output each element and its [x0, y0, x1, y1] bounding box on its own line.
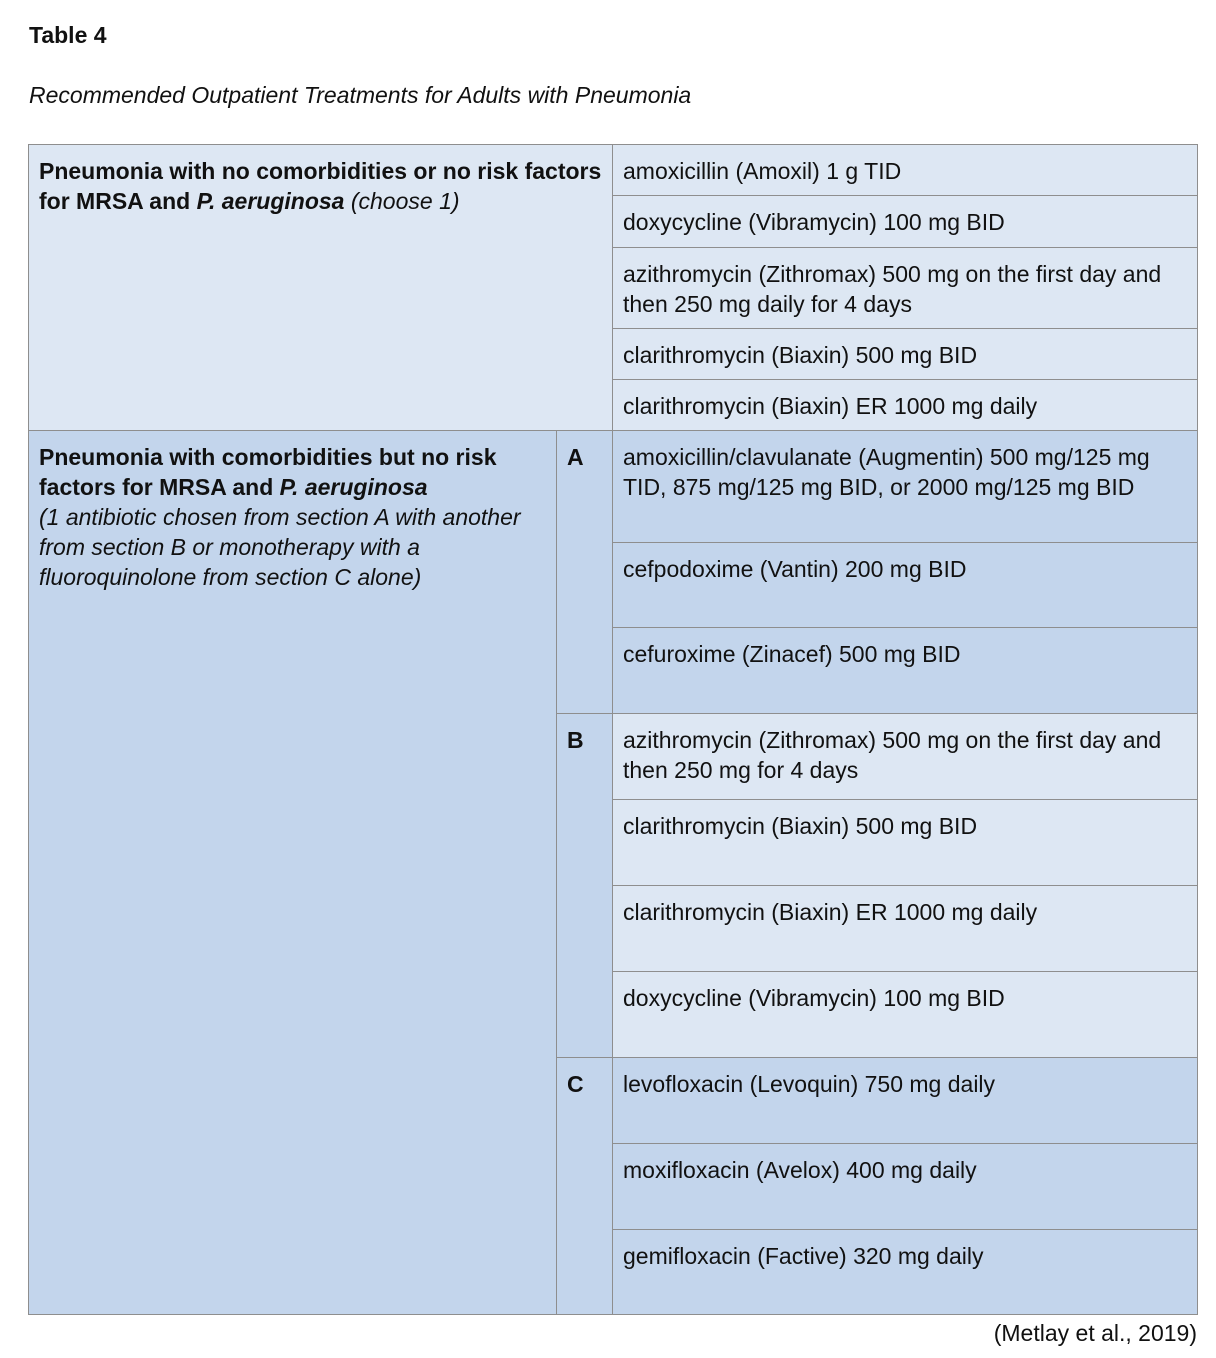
- drug-cell: cefpodoxime (Vantin) 200 mg BID: [613, 543, 1198, 628]
- group-1-label: [29, 145, 613, 431]
- drug-cell: azithromycin (Zithromax) 500 mg on the first day and then 250 mg daily for 4 days: [613, 248, 1198, 329]
- drug-cell: clarithromycin (Biaxin) ER 1000 mg daily: [613, 380, 1198, 431]
- group-2-label: [29, 431, 557, 1315]
- drug-cell: cefuroxime (Zinacef) 500 mg BID: [613, 628, 1198, 714]
- table-title: Recommended Outpatient Treatments for Adults with Pneumonia: [29, 82, 692, 108]
- section-c-letter: C: [557, 1058, 613, 1315]
- drug-cell: moxifloxacin (Avelox) 400 mg daily: [613, 1144, 1198, 1230]
- drug-cell: levofloxacin (Levoquin) 750 mg daily: [613, 1058, 1198, 1144]
- group-2-organism: P. aeruginosa: [279, 474, 428, 500]
- table-label: Table 4: [29, 22, 107, 48]
- section-a-letter: A: [557, 431, 613, 714]
- section-b-letter: B: [557, 714, 613, 1058]
- group-1-label-text: Pneumonia with no comorbidities or no risk factors for MRSA and: [39, 158, 602, 214]
- group-1-organism: P. aeruginosa: [196, 188, 345, 214]
- drug-cell: clarithromycin (Biaxin) ER 1000 mg daily: [613, 886, 1198, 972]
- drug-cell: clarithromycin (Biaxin) 500 mg BID: [613, 329, 1198, 380]
- drug-cell: clarithromycin (Biaxin) 500 mg BID: [613, 800, 1198, 886]
- drug-cell: doxycycline (Vibramycin) 100 mg BID: [613, 196, 1198, 248]
- drug-cell: amoxicillin/clavulanate (Augmentin) 500 mg/125 mg TID, 875 mg/125 mg BID, or 2000 mg/125 mg BID: [613, 431, 1198, 543]
- drug-cell: amoxicillin (Amoxil) 1 g TID: [613, 145, 1198, 196]
- drug-cell: doxycycline (Vibramycin) 100 mg BID: [613, 972, 1198, 1058]
- drug-cell: gemifloxacin (Factive) 320 mg daily: [613, 1230, 1198, 1315]
- group-2-label-text: Pneumonia with comorbidities but no risk factors for MRSA and: [39, 444, 497, 500]
- drug-cell: azithromycin (Zithromax) 500 mg on the first day and then 250 mg for 4 days: [613, 714, 1198, 800]
- group-1-note: (choose 1): [350, 188, 460, 214]
- group-2-note: (1 antibiotic chosen from section A with another from section B or monotherapy with a fluoroquinolone from section C alone): [39, 504, 521, 590]
- citation: (Metlay et al., 2019): [993, 1320, 1197, 1346]
- treatment-table: [28, 144, 1198, 1315]
